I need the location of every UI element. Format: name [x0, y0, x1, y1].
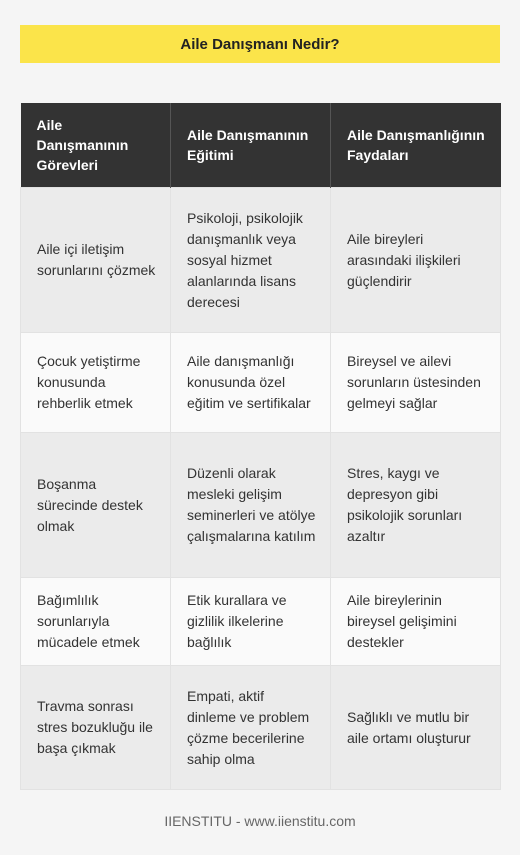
table-cell: Aile içi iletişim sorunlarını çözmek	[21, 188, 171, 333]
table-cell: Aile bireylerinin bireysel gelişimini destekler	[331, 578, 501, 666]
table-cell: Empati, aktif dinleme ve problem çözme becerilerine sahip olma	[171, 666, 331, 790]
table-cell: Boşanma sürecinde destek olmak	[21, 433, 171, 578]
table-cell: Etik kurallara ve gizlilik ilkelerine bağlılık	[171, 578, 331, 666]
table-header-row	[21, 103, 501, 188]
info-table-container	[20, 103, 500, 790]
table-cell: Bağımlılık sorunlarıyla mücadele etmek	[21, 578, 171, 666]
column-header-education: Aile Danışmanının Eğitimi	[171, 103, 331, 188]
table-cell: Düzenli olarak mesleki gelişim seminerleri ve atölye çalışmalarına katılım	[171, 433, 331, 578]
table-cell: Çocuk yetiştirme konusunda rehberlik etmek	[21, 333, 171, 433]
footer-credit: IIENSTITU - www.iienstitu.com	[164, 813, 356, 829]
table-cell: Aile bireyleri arasındaki ilişkileri güçlendirir	[331, 188, 501, 333]
column-header-benefits: Aile Danışmanlığının Faydaları	[331, 103, 501, 188]
page-title: Aile Danışmanı Nedir?	[20, 25, 500, 63]
table-cell: Bireysel ve ailevi sorunların üstesinden gelmeyi sağlar	[331, 333, 501, 433]
table-cell: Sağlıklı ve mutlu bir aile ortamı oluşturur	[331, 666, 501, 790]
info-table	[20, 103, 501, 790]
table-row	[21, 666, 501, 790]
table-cell: Aile danışmanlığı konusunda özel eğitim ve sertifikalar	[171, 333, 331, 433]
table-cell: Stres, kaygı ve depresyon gibi psikolojik sorunları azaltır	[331, 433, 501, 578]
table-row	[21, 333, 501, 433]
table-row	[21, 433, 501, 578]
column-header-duties: Aile Danışmanının Görevleri	[21, 103, 171, 188]
table-row	[21, 188, 501, 333]
table-row	[21, 578, 501, 666]
table-cell: Psikoloji, psikolojik danışmanlık veya sosyal hizmet alanlarında lisans derecesi	[171, 188, 331, 333]
table-cell: Travma sonrası stres bozukluğu ile başa çıkmak	[21, 666, 171, 790]
